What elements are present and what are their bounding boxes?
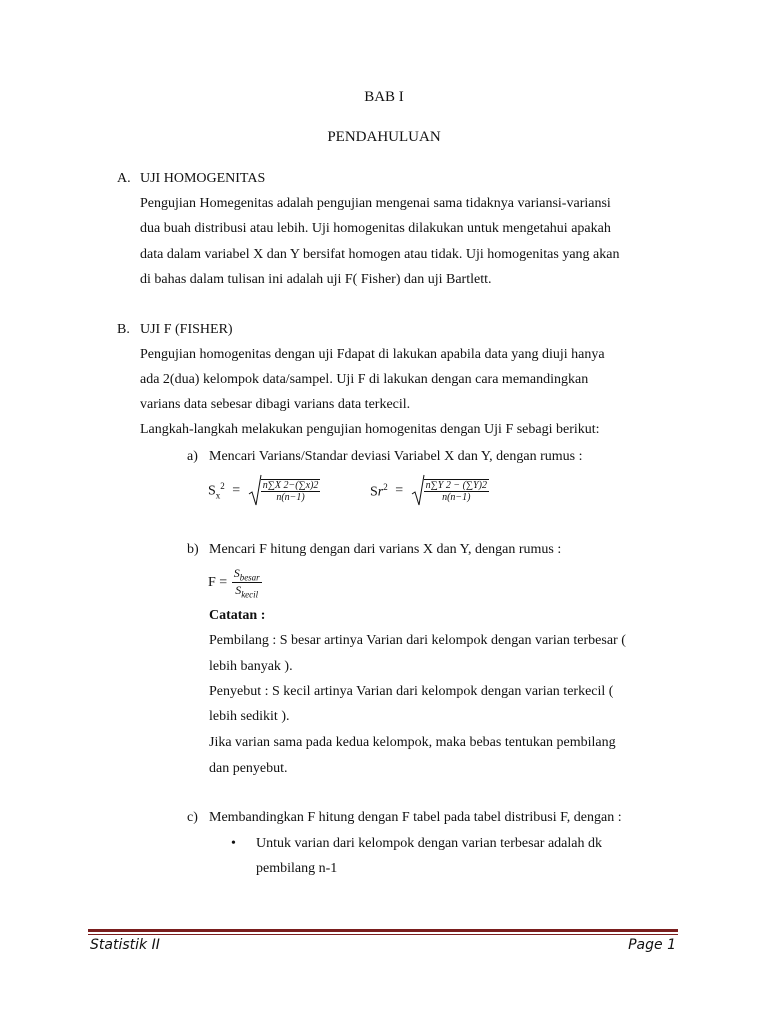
section-b-line: Langkah-langkah melakukan pengujian homogenitas dengan Uji F sebagi berikut: <box>140 422 600 437</box>
section-a-marker: A. <box>117 171 131 186</box>
step-a-text: Mencari Varians/Standar deviasi Variabel X dan Y, dengan rumus : <box>209 449 583 464</box>
formula-f-num-s: S <box>233 566 240 580</box>
step-c-marker: c) <box>187 810 198 825</box>
catatan-line: Penyebut : S kecil artinya Varian dari kelompok dengan varian terkecil ( <box>209 684 614 699</box>
section-a-heading: UJI HOMOGENITAS <box>140 171 266 186</box>
section-b-line: varians data sebesar dibagi varians data terkecil. <box>140 397 411 412</box>
section-a-line: Pengujian Homegenitas adalah pengujian mengenai sama tidaknya variansi-variansi <box>140 196 611 211</box>
formula-sx-den: n(n−1) <box>261 491 321 503</box>
formula-sr-eq: = <box>395 483 404 498</box>
bullet-line: pembilang n-1 <box>256 861 338 876</box>
chapter-title: PENDAHULUAN <box>327 129 441 145</box>
formula-f-den-sub: kecil <box>241 589 259 600</box>
formula-sx-sup: 2 <box>220 481 225 492</box>
step-b-marker: b) <box>187 542 199 557</box>
section-b-marker: B. <box>117 322 130 337</box>
bullet-line: Untuk varian dari kelompok dengan varian terbesar adalah dk <box>256 836 602 851</box>
catatan-line: Jika varian sama pada kedua kelompok, maka bebas tentukan pembilang <box>209 735 616 750</box>
formula-f-lhs: F = <box>208 574 228 590</box>
formula-f <box>208 566 262 600</box>
section-a-line: dua buah distribusi atau lebih. Uji homogenitas dilakukan untuk mengetahui apakah <box>140 221 611 236</box>
section-a-line: di bahas dalam tulisan ini adalah uji F( Fisher) dan uji Bartlett. <box>140 272 492 287</box>
sqrt-icon <box>248 474 262 508</box>
footer-left: Statistik II <box>90 937 160 953</box>
section-b-line: ada 2(dua) kelompok data/sampel. Uji F di lakukan dengan cara memandingkan <box>140 372 589 387</box>
formula-sr-den: n(n−1) <box>424 491 489 503</box>
catatan-line: Pembilang : S besar artinya Varian dari kelompok dengan varian terbesar ( <box>209 633 626 648</box>
section-a-line: data dalam variabel X dan Y bersifat homogen atau tidak. Uji homogenitas yang akan <box>140 247 620 262</box>
catatan-line: lebih sedikit ). <box>209 709 290 724</box>
sqrt-icon <box>411 474 425 508</box>
catatan-line: lebih banyak ). <box>209 659 293 674</box>
catatan-line: dan penyebut. <box>209 761 288 776</box>
step-a-marker: a) <box>187 449 198 464</box>
section-b-heading: UJI F (FISHER) <box>140 322 233 337</box>
formula-sx: $S_x^2$ = $\frac{n\sum X 2-(\sum x)2}{n(n-1)}$ <box>208 474 320 508</box>
section-b-line: Pengujian homogenitas dengan uji Fdapat di lakukan apabila data yang diuji hanya <box>140 347 605 362</box>
formula-f-den-s: S <box>235 583 242 598</box>
formula-sr: Sr$^2$ = $\frac{n\sum Y 2 - (\sum Y)2}{n(n-1)}$ <box>370 474 489 508</box>
formula-sx-eq: = <box>232 483 241 498</box>
catatan-title: Catatan : <box>209 608 266 623</box>
footer-rule <box>88 929 678 932</box>
footer-rule <box>88 934 678 935</box>
page-number: Page 1 <box>628 937 676 953</box>
formula-sr-sup: 2 <box>383 481 388 492</box>
formula-sx-num: n∑X 2−(∑x)2 <box>262 479 319 491</box>
step-b-text: Mencari F hitung dengan dari varians X dan Y, dengan rumus : <box>209 542 562 557</box>
formula-sr-num: n∑Y 2 − (∑Y)2 <box>425 479 487 491</box>
step-c-text: Membandingkan F hitung dengan F tabel pada tabel distribusi F, dengan : <box>209 810 622 825</box>
chapter-label: BAB I <box>364 89 404 105</box>
formula-sx-sub: x <box>215 490 221 501</box>
formula-f-num-sub: besar <box>239 572 260 583</box>
bullet-icon: • <box>231 836 236 851</box>
